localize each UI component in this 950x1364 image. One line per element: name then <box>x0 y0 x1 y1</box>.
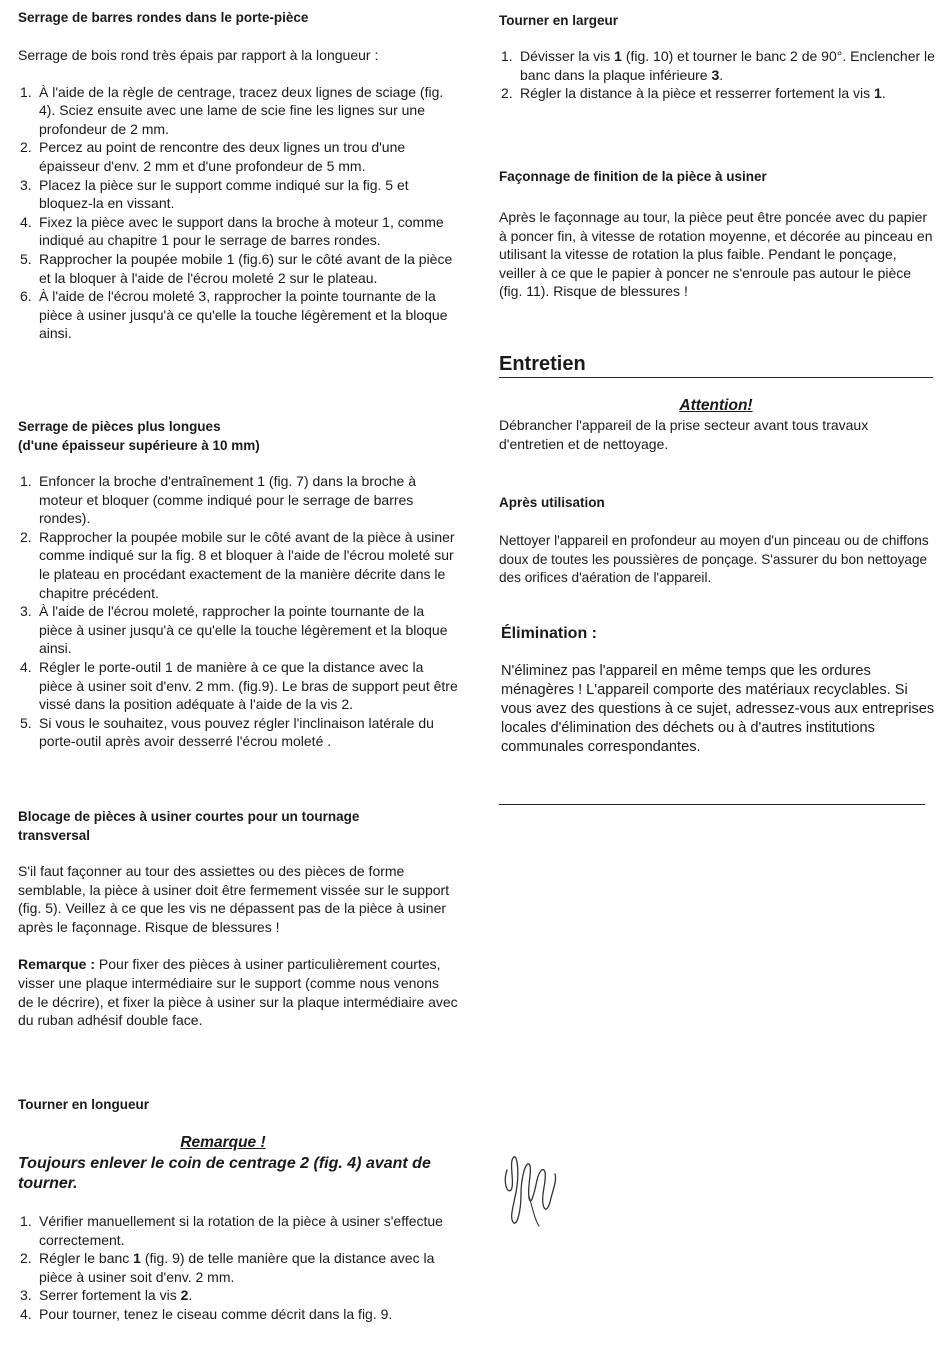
remark-heading: Remarque ! <box>180 1134 266 1151</box>
section-barres-rondes <box>18 8 458 343</box>
section-title: Façonnage de finition de la pièce à usiner <box>499 169 767 184</box>
section-apres-utilisation <box>499 493 936 588</box>
heading-rule <box>499 377 933 378</box>
list-item: 2. Régler la distance à la pièce et resserrer fortement la vis 1. <box>501 85 886 102</box>
steps-list <box>18 83 458 343</box>
section-tourner-largeur <box>499 11 936 103</box>
steps-list <box>18 1212 458 1324</box>
attention-text: Débrancher l'appareil de la prise secteur avant tous travaux d'entretien et de nettoyage. <box>499 417 869 452</box>
warning-text: Toujours enlever le coin de centrage 2 (fig. 4) avant de tourner. <box>18 1155 431 1192</box>
section-faconnage-finition <box>499 167 936 301</box>
section-title: Serrage de barres rondes dans le porte-pièce <box>18 10 309 25</box>
list-item: 2. Rapprocher la poupée mobile sur le côté avant de la pièce à usiner comme indiqué sur la fig. 8 et bloquer à l'aide de l'écrou moleté sur le plateau en procédant exactement de la manière décrite dans le chapitre précédent. <box>20 528 455 601</box>
section-subtitle: (d'une épaisseur supérieure à 10 mm) <box>18 438 260 453</box>
section-title: Tourner en largeur <box>499 13 619 28</box>
list-item: 1. Dévisser la vis 1 (fig. 10) et tourner le banc 2 de 90°. Enclencher le banc dans la plaque inférieure 3. <box>501 48 935 83</box>
list-item: 1. Enfoncer la broche d'entraînement 1 (fig. 7) dans la broche à moteur et bloquer (comme indiqué pour le serrage de barres rondes). <box>20 473 417 527</box>
list-item: 4. Pour tourner, tenez le ciseau comme décrit dans la fig. 9. <box>20 1305 393 1322</box>
section-tourner-longueur <box>18 1095 458 1324</box>
section-title: Tourner en longueur <box>18 1097 149 1112</box>
section-intro: Serrage de bois rond très épais par rapport à la longueur : <box>18 47 379 63</box>
section-title: Blocage de pièces à usiner courtes pour un tournage <box>18 809 360 824</box>
list-item: 4. Fixez la pièce avec le support dans la broche à moteur 1, comme indiqué au chapitre 1 pour le serrage de barres rondes. <box>20 213 444 249</box>
section-subtitle: transversal <box>18 828 91 843</box>
list-item: 5. Rapprocher la poupée mobile 1 (fig.6) sur le côté avant de la pièce et la bloquer à l'aide de l'écrou moleté 2 sur le plateau. <box>20 250 453 286</box>
section-entretien <box>499 352 936 453</box>
steps-list <box>499 47 936 103</box>
signature-image <box>499 1150 561 1232</box>
section-title: Élimination : <box>501 625 597 642</box>
attention-heading: Attention! <box>679 397 753 414</box>
list-item: 6. À l'aide de l'écrou moleté 3, rapprocher la pointe tournante de la pièce à usiner jusqu'à ce qu'elle la touche légèrement et la bloque ainsi. <box>20 288 448 342</box>
list-item: 2. Percez au point de rencontre des deux lignes un trou d'une épaisseur d'env. 2 mm et d'une profondeur de 5 mm. <box>20 139 406 174</box>
section-pieces-courtes <box>18 807 458 1030</box>
list-item: 3. Serrer fortement la vis 2. <box>20 1287 193 1304</box>
section-elimination <box>499 624 936 757</box>
page-heading: Entretien <box>499 353 586 375</box>
section-title: Après utilisation <box>499 495 605 510</box>
list-item: 1. Vérifier manuellement si la rotation de la pièce à usiner s'effectue correctement. <box>20 1213 443 1248</box>
list-item: 3. Placez la pièce sur le support comme indiqué sur la fig. 5 et bloquez-la en vissant. <box>20 176 409 212</box>
list-item: 2. Régler le banc 1 (fig. 9) de telle manière que la distance avec la pièce à usiner soit d'env. 2 mm. <box>20 1250 435 1285</box>
section-title: Serrage de pièces plus longues <box>18 419 221 434</box>
note-label: Remarque : <box>18 956 96 973</box>
bottom-rule <box>499 804 925 805</box>
list-item: 5. Si vous le souhaitez, vous pouvez régler l'inclinaison latérale du porte-outil après avoir desserré l'écrou moleté . <box>20 714 434 750</box>
section-paragraph: S'il faut façonner au tour des assiettes ou des pièces de forme semblable, la pièce à usiner doit être fermement vissée sur le support (fig. 5). Veillez à ce que les vis ne dépassent pas de la pièce à usiner après le façonnage. Risque de blessures ! <box>18 863 450 935</box>
section-pieces-longues <box>18 417 458 751</box>
list-item: 1. À l'aide de la règle de centrage, tracez deux lignes de sciage (fig. 4). Sciez ensuite avec une lame de scie fine les lignes sur une profondeur de 2 mm. <box>20 83 444 137</box>
list-item: 4. Régler le porte-outil 1 de manière à ce que la distance avec la pièce à usiner soit d'env. 2 mm. (fig.9). Le bras de support peut être vissé dans la position adéquate à l'aide de la vis 2. <box>20 658 458 713</box>
steps-list <box>18 472 458 751</box>
section-paragraph: Nettoyer l'appareil en profondeur au moyen d'un pinceau ou de chiffons doux de toutes les poussières de ponçage. S'assurer du bon nettoyage des orifices d'aération de l'appareil. <box>499 533 929 586</box>
list-item: 3. À l'aide de l'écrou moleté, rapprocher la pointe tournante de la pièce à usiner jusqu'à ce qu'elle la touche légèrement et la bloque ainsi. <box>20 603 448 657</box>
note-text: Pour fixer des pièces à usiner particulièrement courtes, visser une plaque intermédiaire sur le support (comme nous venons de le décrire), et fixer la pièce à usiner sur la plaque intermédiaire avec du ruban adhésif double face. <box>18 956 458 1029</box>
section-paragraph: N'éliminez pas l'appareil en même temps que les ordures ménagères ! L'appareil comporte des matériaux recyclables. Si vous avez des questions à ce sujet, adressez-vous aux entreprises locales d'élimination des déchets ou à d'autres institutions communales correspondantes. <box>501 663 935 755</box>
section-paragraph: Après le façonnage au tour, la pièce peut être poncée avec du papier à poncer fin, à vitesse de rotation moyenne, et décorée au pinceau en utilisant la vitesse de rotation la plus faible. Pendant le ponçage, veiller à ce que le papier à poncer ne s'enroule pas autour le pièce (fig. 11). Risque de blessures ! <box>499 209 933 300</box>
note-paragraph <box>18 955 458 1029</box>
